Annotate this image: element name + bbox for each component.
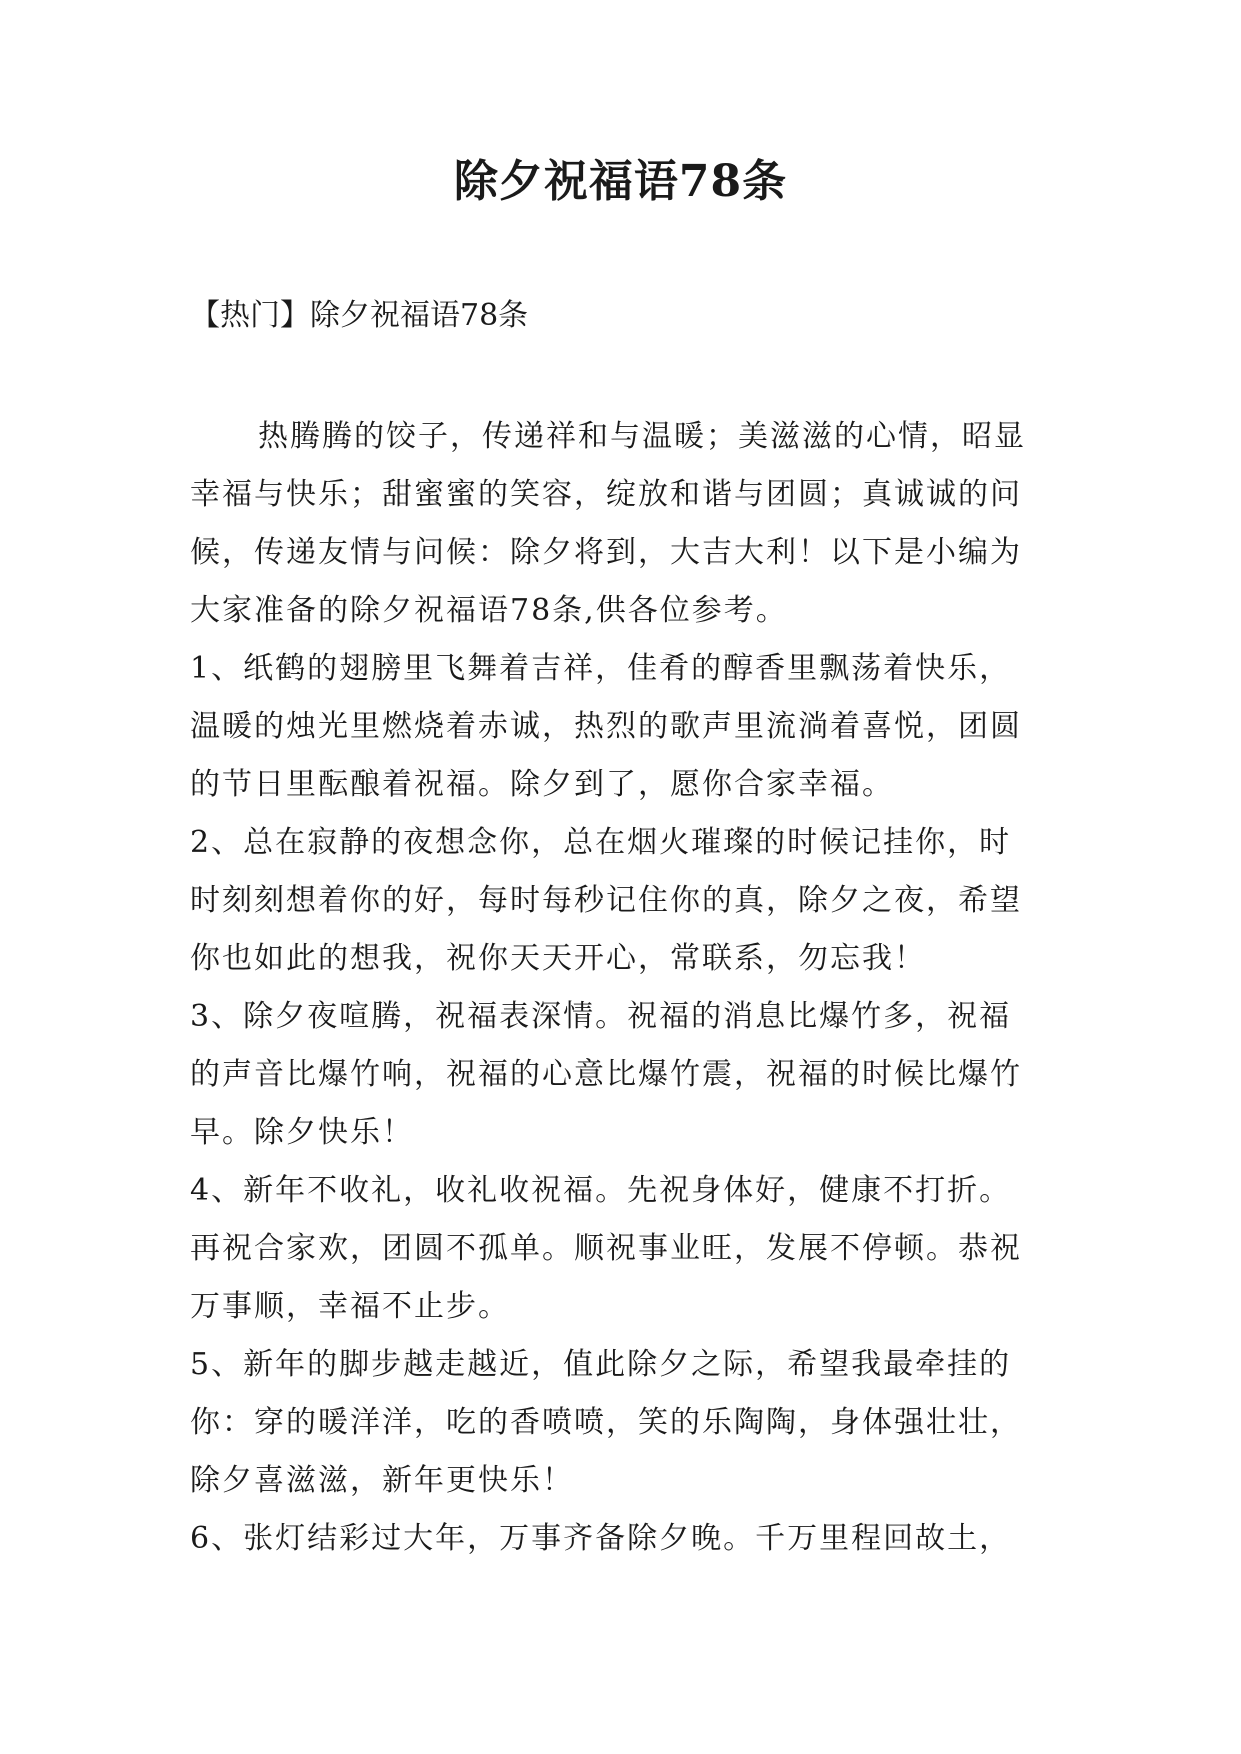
body-line: 你也如此的想我，祝你天天开心，常联系，勿忘我！ [190, 941, 926, 976]
body-line: 1、纸鹤的翅膀里飞舞着吉祥，佳肴的醇香里飘荡着快乐， [190, 651, 1012, 686]
body-line: 除夕喜滋滋，新年更快乐！ [190, 1463, 574, 1498]
body-line: 万事顺，幸福不止步。 [190, 1289, 510, 1324]
body-line: 热腾腾的饺子，传递祥和与温暖；美滋滋的心情，昭显 [258, 419, 1026, 454]
body-line: 早。除夕快乐！ [190, 1115, 414, 1150]
body-line: 的节日里酝酿着祝福。除夕到了，愿你合家幸福。 [190, 767, 894, 802]
body-line: 时刻刻想着你的好，每时每秒记住你的真，除夕之夜，希望 [190, 883, 1022, 918]
document-title: 除夕祝福语78条 [453, 156, 788, 207]
body-line: 大家准备的除夕祝福语78条,供各位参考。 [190, 593, 788, 628]
body-line: 5、新年的脚步越走越近，值此除夕之际，希望我最牵挂的 [190, 1347, 1012, 1382]
body-line: 3、除夕夜喧腾，祝福表深情。祝福的消息比爆竹多，祝福 [190, 999, 1012, 1034]
body-line: 2、总在寂静的夜想念你，总在烟火璀璨的时候记挂你，时 [190, 825, 1012, 860]
body-line: 候，传递友情与问候：除夕将到，大吉大利！以下是小编为 [190, 535, 1022, 570]
body-line: 幸福与快乐；甜蜜蜜的笑容，绽放和谐与团圆；真诚诚的问 [190, 477, 1022, 512]
body-line: 你：穿的暖洋洋，吃的香喷喷，笑的乐陶陶，身体强壮壮， [190, 1405, 1022, 1440]
body-line: 4、新年不收礼，收礼收祝福。先祝身体好，健康不打折。 [190, 1173, 1012, 1208]
body-line: 6、张灯结彩过大年，万事齐备除夕晚。千万里程回故土， [190, 1521, 1012, 1556]
document-body [190, 408, 1070, 1568]
body-line: 的声音比爆竹响，祝福的心意比爆竹震，祝福的时候比爆竹 [190, 1057, 1022, 1092]
document-subtitle: 【热门】除夕祝福语78条 [190, 298, 529, 333]
body-line: 温暖的烛光里燃烧着赤诚，热烈的歌声里流淌着喜悦，团圆 [190, 709, 1022, 744]
body-line: 再祝合家欢，团圆不孤单。顺祝事业旺，发展不停顿。恭祝 [190, 1231, 1022, 1266]
